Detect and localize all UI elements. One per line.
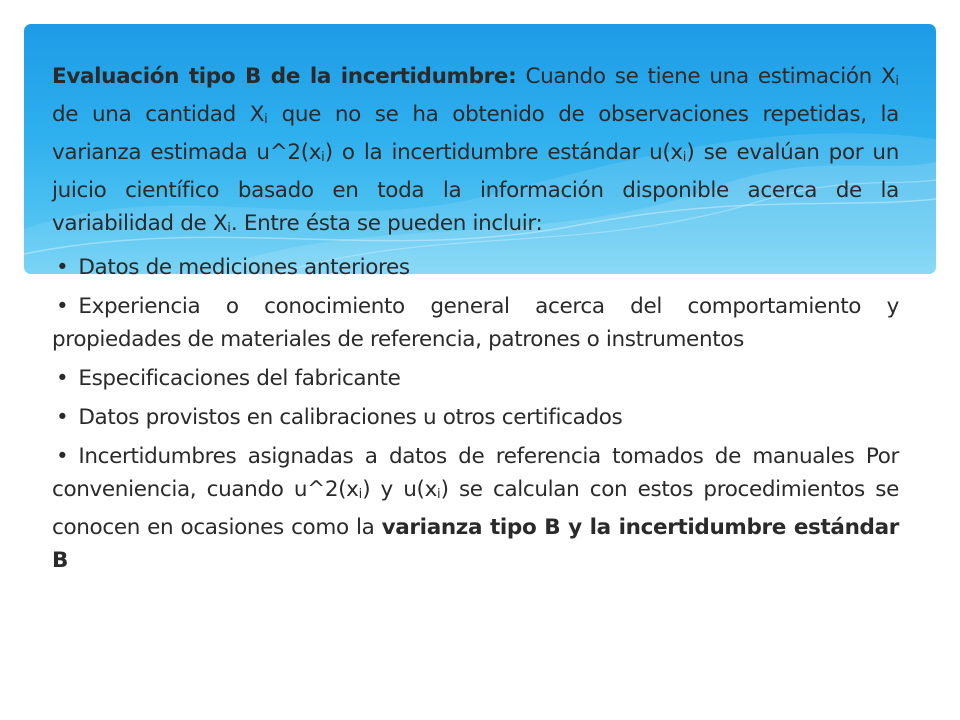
intro-text-5: ) se evalúan por un juicio científico basado en toda la información disponible acerca de la variabilidad de X (52, 140, 899, 236)
last-text-3: ) se calculan con estos procedimientos se conocen en ocasiones como la (52, 477, 899, 540)
intro-text-4: ) o la incertidumbre estándar u(x (324, 140, 683, 165)
intro-sub-2: i (264, 112, 268, 127)
last-sub-1: i (358, 487, 363, 502)
bullet-item-last (52, 440, 899, 577)
bullet-item (52, 290, 899, 356)
content (52, 60, 899, 583)
intro-text-6: . Entre ésta se pueden incluir: (230, 211, 543, 236)
intro-sub-5: i (227, 221, 231, 236)
last-text-2: ) y u(x (362, 477, 437, 502)
intro-sub-1: i (895, 74, 900, 89)
bullet-marker: • (56, 294, 69, 319)
bullet-item (52, 362, 899, 395)
intro-text-2: de una cantidad X (52, 102, 265, 127)
intro-text-1: Cuando se tiene una estimación X (516, 64, 896, 89)
intro-sub-3: i (321, 150, 325, 165)
intro-sub-4: i (682, 150, 687, 165)
intro-text-3: que no se ha obtenido de observaciones repetidas, la varianza estimada u^2(x (52, 102, 899, 165)
bullet-text: Experiencia o conocimiento general acerca del comportamiento y propiedades de materiales de referencia, patrones o instrumentos (52, 294, 899, 352)
intro-paragraph (52, 60, 899, 245)
bullet-marker: • (56, 405, 69, 430)
bullet-marker: • (56, 255, 69, 280)
last-bold: varianza tipo B y la incertidumbre estándar B (52, 515, 900, 573)
bullet-item (52, 401, 899, 434)
bullet-item (52, 251, 899, 284)
bullet-text: Datos de mediciones anteriores (78, 255, 410, 280)
bullet-marker: • (56, 366, 69, 391)
bullet-text: Especificaciones del fabricante (78, 366, 401, 391)
last-text-1: Incertidumbres asignadas a datos de referencia tomados de manuales Por conveniencia, cuando u^2(x (52, 444, 899, 502)
intro-lead: Evaluación tipo B de la incertidumbre: (52, 64, 517, 89)
bullet-marker: • (56, 444, 69, 469)
last-sub-2: i (436, 487, 441, 502)
bullet-text: Datos provistos en calibraciones u otros certificados (78, 405, 623, 430)
